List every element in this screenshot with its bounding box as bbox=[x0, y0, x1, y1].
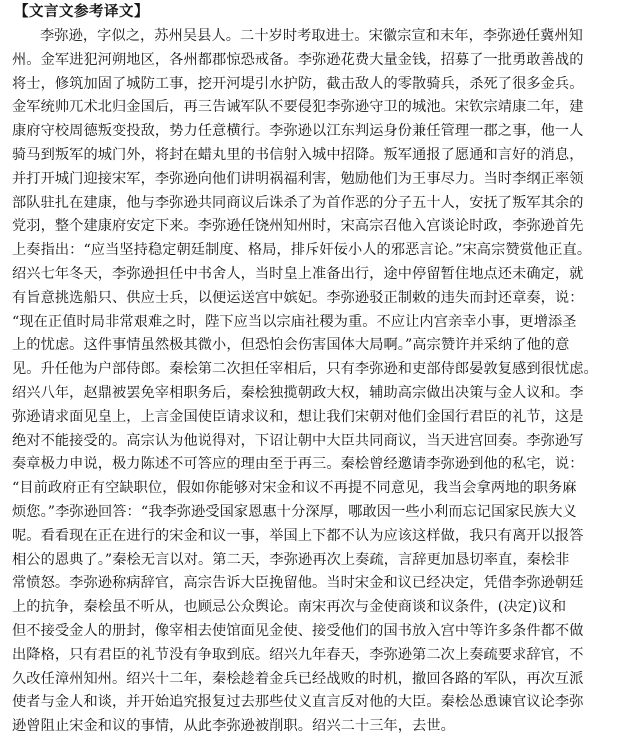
text-line: “目前政府正有空缺职位，假如你能够对宋金和议不再提不同意见，我当会拿两地的职务麻 bbox=[12, 480, 577, 497]
text-line: 弥逊请求面见皇上，上言金国使臣请求议和，想让我们宋朝对他们金国行君臣的礼节，这是 bbox=[12, 408, 584, 425]
text-line: 见。升任他为户部侍郎。秦桧第二次担任宰相后，只有李弥逊和吏部侍郎晏敦复感到很忧虑。 bbox=[12, 361, 598, 378]
text-line: 逊曾阻止宋金和议的事情，从此李弥逊被削职。绍兴二十三年，去世。 bbox=[12, 718, 455, 735]
text-line: 康府守校周德叛变投敌，势力任意横行。李弥逊以江东判运身份兼任管理一郡之事，他一人 bbox=[12, 123, 584, 140]
text-line: 出降格，只有君臣的礼节没有争取到底。绍兴九年春天，李弥逊第二次上奏疏要求辞官，不 bbox=[12, 646, 584, 663]
text-line: 绍兴八年，赵鼎被罢免宰相职务后，秦桧独揽朝政大权，辅助高宗做出决策与金人议和。李 bbox=[12, 384, 584, 401]
text-line: 绝对不能接受的。高宗认为他说得对，下诏让朝中大臣共同商议，当天进宫回奏。李弥逊写 bbox=[12, 432, 584, 449]
text-line: 并打开城门迎接宋军，李弥逊向他们讲明祸福利害，勉励他们为王事尽力。当时李纲正率领 bbox=[12, 170, 584, 187]
text-line: 但不接受金人的册封，像宰相去使馆面见金使、接受他们的国书放入宫中等许多条件都不做 bbox=[12, 622, 584, 639]
text-line: 部队驻扎在建康，他与李弥逊共同商议后诛杀了为首作恶的分子五十人，安抚了叛军其余的 bbox=[12, 194, 584, 211]
text-line: 相公的恩典了。”秦桧无言以对。第二天，李弥逊再次上奏疏，言辞更加恳切率直，秦桧非 bbox=[12, 551, 570, 568]
text-line: 州。金军进犯河朔地区，各州都郡惊恐戒备。李弥逊花费大量金钱，招募了一批勇敢善战的 bbox=[12, 51, 584, 68]
text-line: 骑马到叛军的城门外，将封在蜡丸里的书信射入城中招降。叛军通报了愿通和言好的消息， bbox=[12, 146, 584, 163]
text-line: 奏章极力申说，极力陈述不可答应的理由至于再三。秦桧曾经邀请李弥逊到他的私宅，说： bbox=[12, 456, 584, 473]
text-line: 呢。看看现在正在进行的宋金和议一事，举国上下都不认为应该这样做，我只有离开以报答 bbox=[12, 527, 584, 544]
text-line: 将士，修筑加固了城防工事，挖开河堤引水护防，截击敌人的零散骑兵，杀死了很多金兵。 bbox=[12, 75, 584, 92]
text-line: 上奏指出：“应当坚持稳定朝廷制度、格局，排斥奸佞小人的邪恶言论。”宋高宗赞赏他正直。 bbox=[12, 242, 592, 259]
text-line: 上的忧虑。这件事情虽然极其微小，但恐怕会伤害国体大局啊。”高宗赞许并采纳了他的意 bbox=[12, 337, 570, 354]
text-line: 久改任漳州知州。绍兴十二年，秦桧趁着金兵已经战败的时机，撤回各路的军队，再次互派 bbox=[12, 670, 584, 687]
text-line: 绍兴七年冬天，李弥逊担任中书舍人，当时皇上准备出行，途中停留暂住地点还未确定，就 bbox=[12, 265, 584, 282]
text-line: “现在正值时局非常艰难之时，陛下应当以宗庙社稷为重。不应让内宫亲幸小事，更增添圣 bbox=[12, 313, 577, 330]
translation-body bbox=[12, 25, 618, 739]
text-line: 金军统帅兀术北归金国后，再三告诫军队不要侵犯李弥逊守卫的城池。宋钦宗靖康二年，建 bbox=[12, 99, 584, 116]
text-line: 常愤怒。李弥逊称病辞官，高宗告诉大臣挽留他。当时宋金和议已经决定，凭借李弥逊朝廷 bbox=[12, 575, 584, 592]
section-heading: 【文言文参考译文】 bbox=[14, 4, 149, 20]
text-line: 使者与金人和谈，并开始追究报复过去那些仗义直言反对他的大臣。秦桧怂恿谏官议论李弥 bbox=[12, 694, 584, 711]
text-line: 烦您。”李弥逊回答：“我李弥逊受国家恩惠十分深厚，哪敢因一些小利而忘记国家民族大义 bbox=[12, 503, 577, 520]
text-line: 李弥逊，字似之，苏州吴县人。二十岁时考取进士。宋徽宗宣和末年，李弥逊任冀州知 bbox=[40, 28, 583, 44]
text-line: 上的抗争，秦桧虽不听从，也顾忌公众舆论。南宋再次与金使商谈和议条件，(决定)议和 bbox=[12, 599, 567, 616]
text-line: 有旨意挑选船只、供应士兵，以便运送宫中嫔妃。李弥逊驳正制敕的违失而封还章奏，说： bbox=[12, 289, 584, 306]
text-line: 党羽，整个建康府安定下来。李弥逊任饶州知州时，宋高宗召他入宫谈论时政，李弥逊首先 bbox=[12, 218, 584, 235]
